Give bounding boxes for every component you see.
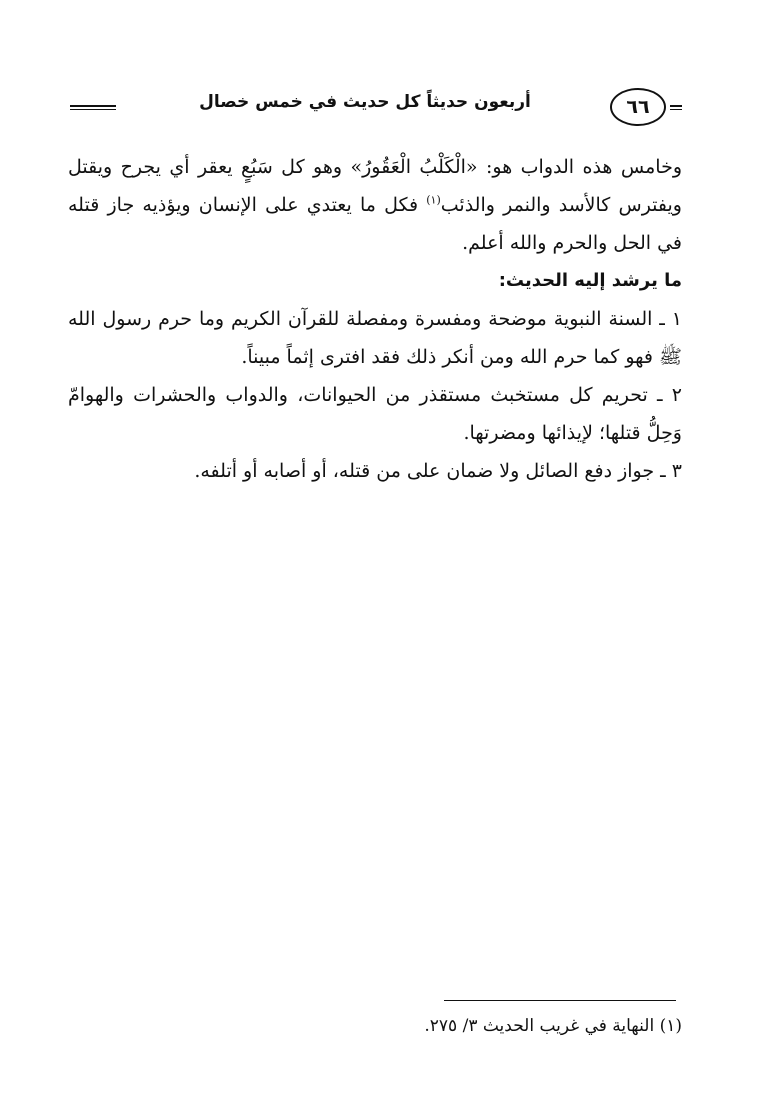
list-item: ٣ ـ جواز دفع الصائل ولا ضمان على من قتله، أو أصابه أو أتلفه.: [194, 460, 682, 482]
body-text: [68, 148, 682, 490]
paragraph-text-continued: فكل ما يعتدي على الإنسان ويؤذيه جاز قتله في الحل والحرم والله أعلم.: [68, 194, 682, 254]
footnote-marker: (١): [426, 193, 441, 207]
list-item-text: السنة النبوية موضحة ومفسرة ومفصلة للقرآن الكريم وما حرم رسول الله ﷺ فهو كما حرم الله ومن أنكر ذلك فقد افترى إثماً مبيناً.: [68, 308, 682, 368]
header-rule-left: [70, 105, 116, 110]
list-item-number: ١: [671, 308, 682, 330]
page-number: ٦٦: [610, 88, 666, 126]
list-item: ٢ ـ تحريم كل مستخبث مستقذر من الحيوانات، والدواب والحشرات والهوامّ وَحِلُّ قتلها؛ لإيذائها ومضرتها.: [68, 384, 682, 444]
list-item-number: ٢: [671, 384, 682, 406]
list-item-number: ٣: [671, 460, 682, 482]
paragraph: [68, 148, 682, 262]
list-item-text: جواز دفع الصائل ولا ضمان على من قتله، أو أصابه أو أتلفه.: [194, 460, 655, 482]
footnote: (١) النهاية في غريب الحديث ٣/ ٢٧٥.: [424, 1016, 682, 1036]
section-heading: ما يرشد إليه الحديث:: [498, 270, 682, 291]
list-item: ١ ـ السنة النبوية موضحة ومفسرة ومفصلة للقرآن الكريم وما حرم رسول الله ﷺ فهو كما حرم الله ومن أنكر ذلك فقد افترى إثماً مبيناً.: [68, 308, 682, 368]
running-title: أربعون حديثاً كل حديث في خمس خصال: [199, 92, 531, 112]
footnote-separator: [444, 1000, 676, 1001]
paragraph-text: وخامس هذه الدواب هو: «الْكَلْبُ الْعَقُورُ» وهو كل سَبُعٍ يعقر أي يجرح ويقتل ويفترس كالأسد والنمر والذئب: [68, 156, 682, 216]
list-item-text: تحريم كل مستخبث مستقذر من الحيوانات، والدواب والحشرات والهوامّ وَحِلُّ قتلها؛ لإيذائها ومضرتها.: [68, 384, 682, 444]
header-rule-right: [670, 105, 682, 110]
running-header: [70, 86, 682, 126]
